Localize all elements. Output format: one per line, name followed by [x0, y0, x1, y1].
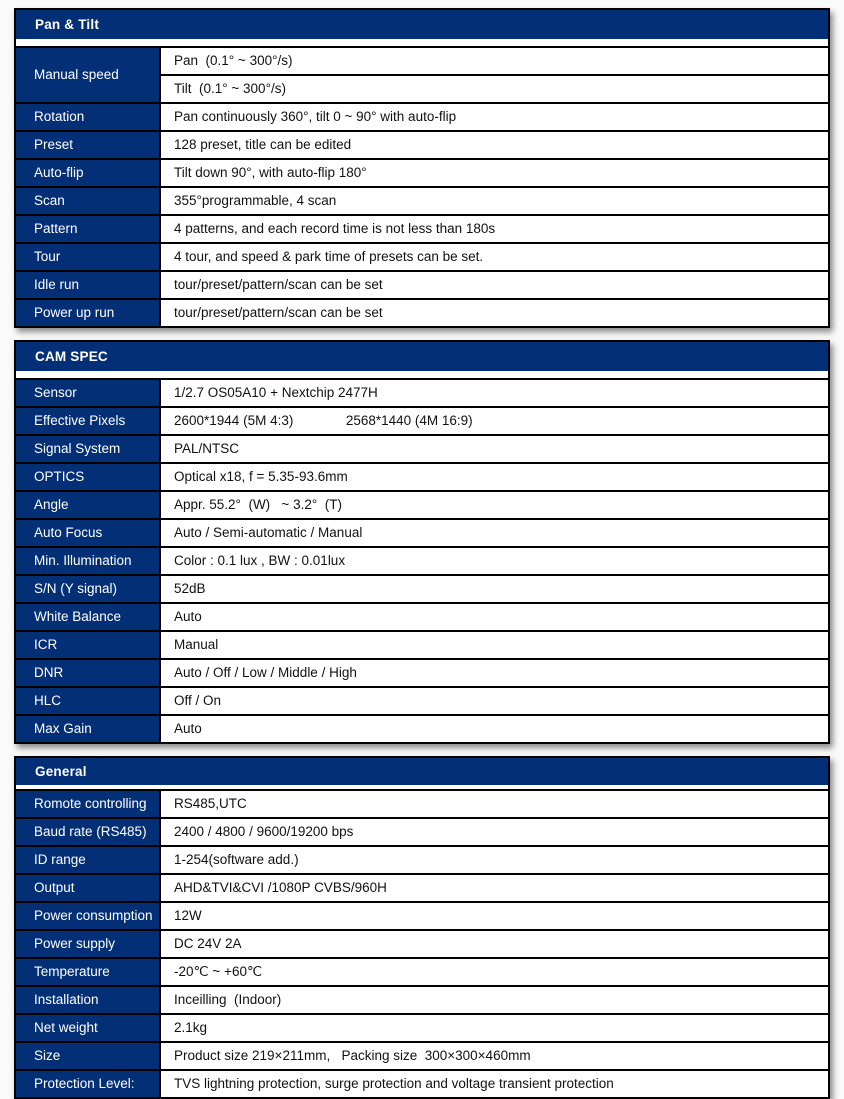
spec-row-value: Pan (0.1° ~ 300°/s) [159, 48, 828, 74]
spec-row [16, 270, 828, 298]
spec-row [16, 1041, 828, 1069]
spec-row-label: OPTICS [16, 464, 159, 490]
spec-row-value: AHD&TVI&CVI /1080P CVBS/960H [159, 875, 828, 901]
section-cam-spec [14, 340, 830, 744]
spec-row-label: Max Gain [16, 716, 159, 742]
spec-row [16, 873, 828, 901]
spec-row-value: 52dB [159, 576, 828, 602]
spec-row-label: Sensor [16, 380, 159, 406]
section-header-pan-tilt [16, 10, 828, 46]
spec-row [16, 46, 828, 102]
spec-row [16, 630, 828, 658]
spec-row [16, 929, 828, 957]
spec-row [16, 574, 828, 602]
spec-row-value: 12W [159, 903, 828, 929]
spec-row [16, 406, 828, 434]
spec-row-label: Baud rate (RS485) [16, 819, 159, 845]
spec-row-label: ICR [16, 632, 159, 658]
spec-row-value: 128 preset, title can be edited [159, 132, 828, 158]
spec-row-label: Output [16, 875, 159, 901]
spec-row-value: 1/2.7 OS05A10 + Nextchip 2477H [159, 380, 828, 406]
spec-row-value: TVS lightning protection, surge protection and voltage transient protection [159, 1071, 828, 1097]
spec-row-label: Idle run [16, 272, 159, 298]
spec-row [16, 658, 828, 686]
spec-row-label: White Balance [16, 604, 159, 630]
spec-row-values [159, 48, 828, 102]
spec-row-label: Protection Level: [16, 1071, 159, 1097]
spec-row-value: Auto [159, 716, 828, 742]
spec-row [16, 186, 828, 214]
spec-row [16, 714, 828, 742]
spec-row-value: Tilt (0.1° ~ 300°/s) [159, 74, 828, 102]
spec-row-value: Product size 219×211mm, Packing size 300×300×460mm [159, 1043, 828, 1069]
section-general [14, 756, 830, 1099]
spec-row-value: 4 tour, and speed & park time of presets can be set. [159, 244, 828, 270]
spec-row-label: Romote controlling [16, 791, 159, 817]
spec-row [16, 434, 828, 462]
spec-row-label: Angle [16, 492, 159, 518]
spec-row-label: Effective Pixels [16, 408, 159, 434]
spec-row [16, 1013, 828, 1041]
spec-row [16, 957, 828, 985]
spec-row-value: Appr. 55.2° (W) ~ 3.2° (T) [159, 492, 828, 518]
spec-row-label: Net weight [16, 1015, 159, 1041]
section-header-cam-spec [16, 342, 828, 378]
spec-row-label: Auto-flip [16, 160, 159, 186]
spec-row-label: S/N (Y signal) [16, 576, 159, 602]
spec-row-value: 2400 / 4800 / 9600/19200 bps [159, 819, 828, 845]
spec-rows-general [16, 789, 828, 1097]
section-header-general [16, 758, 828, 789]
spec-row [16, 817, 828, 845]
spec-row-value: 1-254(software add.) [159, 847, 828, 873]
spec-row [16, 546, 828, 574]
spec-row-label: Scan [16, 188, 159, 214]
spec-row [16, 130, 828, 158]
spec-row-label: ID range [16, 847, 159, 873]
spec-rows-cam-spec [16, 378, 828, 742]
spec-row-value: Pan continuously 360°, tilt 0 ~ 90° with auto-flip [159, 104, 828, 130]
spec-row [16, 490, 828, 518]
section-title: Pan & Tilt [35, 17, 100, 32]
spec-row [16, 789, 828, 817]
spec-row-value: Off / On [159, 688, 828, 714]
spec-row-label: Manual speed [16, 48, 159, 102]
spec-row [16, 158, 828, 186]
spec-row [16, 602, 828, 630]
spec-row-value: -20℃ ~ +60℃ [159, 959, 828, 985]
spec-row-label: Tour [16, 244, 159, 270]
spec-row-value: Auto / Semi-automatic / Manual [159, 520, 828, 546]
spec-row [16, 102, 828, 130]
spec-row-label: DNR [16, 660, 159, 686]
spec-row-label: Min. Illumination [16, 548, 159, 574]
spec-row-value: RS485,UTC [159, 791, 828, 817]
spec-row-value: tour/preset/pattern/scan can be set [159, 272, 828, 298]
spec-row-label: Temperature [16, 959, 159, 985]
spec-row [16, 242, 828, 270]
spec-row-value: PAL/NTSC [159, 436, 828, 462]
spec-row-value: 2.1kg [159, 1015, 828, 1041]
spec-row [16, 214, 828, 242]
section-title: CAM SPEC [35, 349, 108, 364]
spec-row-value: Color : 0.1 lux , BW : 0.01lux [159, 548, 828, 574]
spec-row-label: Preset [16, 132, 159, 158]
spec-row-label: Power supply [16, 931, 159, 957]
spec-row-value: Auto / Off / Low / Middle / High [159, 660, 828, 686]
spec-row-label: Power up run [16, 300, 159, 326]
spec-row-label: Signal System [16, 436, 159, 462]
spec-row-label: Installation [16, 987, 159, 1013]
spec-row-value: Inceilling (Indoor) [159, 987, 828, 1013]
spec-row-label: Rotation [16, 104, 159, 130]
spec-row [16, 1069, 828, 1097]
spec-row [16, 462, 828, 490]
section-title: General [35, 764, 87, 779]
spec-row [16, 845, 828, 873]
spec-row [16, 378, 828, 406]
spec-row-label: Pattern [16, 216, 159, 242]
spec-row-value: tour/preset/pattern/scan can be set [159, 300, 828, 326]
spec-row-value: 355°programmable, 4 scan [159, 188, 828, 214]
spec-row-value: Auto [159, 604, 828, 630]
spec-row [16, 298, 828, 326]
spec-row [16, 901, 828, 929]
spec-row-value: DC 24V 2A [159, 931, 828, 957]
spec-row-label: Size [16, 1043, 159, 1069]
spec-row-value: 2600*1944 (5M 4:3) 2568*1440 (4M 16:9) [159, 408, 828, 434]
spec-row [16, 985, 828, 1013]
spec-rows-pan-tilt [16, 46, 828, 326]
section-pan-tilt [14, 8, 830, 328]
spec-row [16, 518, 828, 546]
spec-row-value: 4 patterns, and each record time is not less than 180s [159, 216, 828, 242]
spec-row-value: Tilt down 90°, with auto-flip 180° [159, 160, 828, 186]
spec-row-label: Auto Focus [16, 520, 159, 546]
spec-row [16, 686, 828, 714]
spec-row-label: HLC [16, 688, 159, 714]
spec-row-value: Optical x18, f = 5.35-93.6mm [159, 464, 828, 490]
spec-row-label: Power consumption [16, 903, 159, 929]
spec-row-value: Manual [159, 632, 828, 658]
